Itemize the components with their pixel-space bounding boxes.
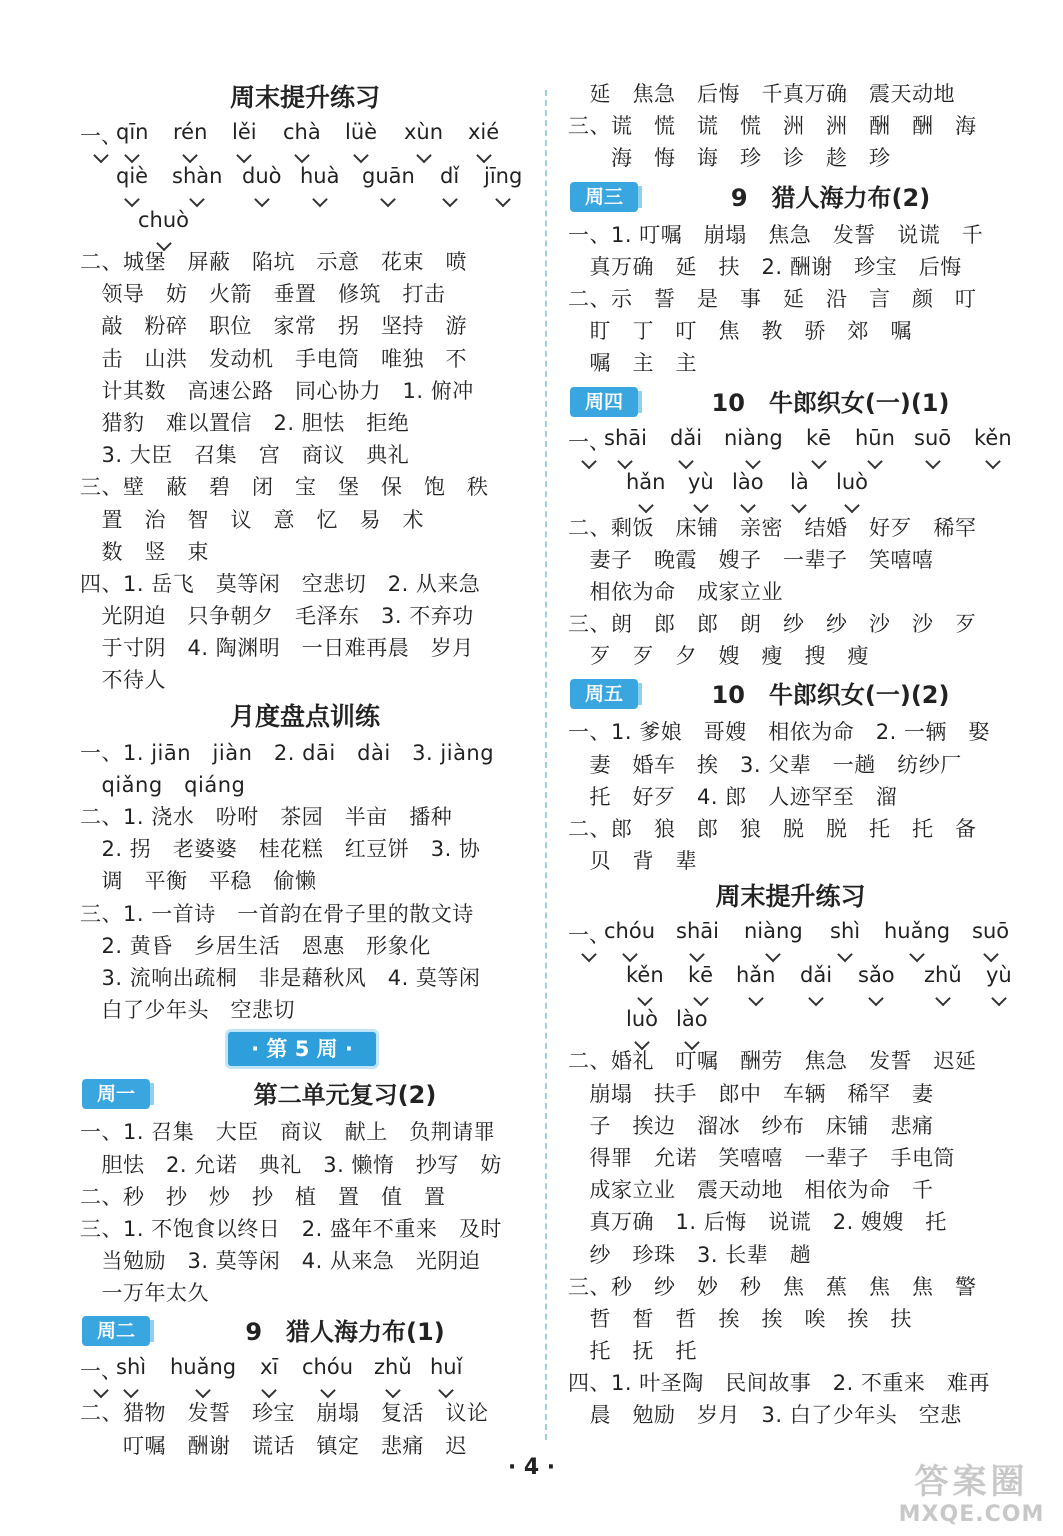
answer-line: 二、1. 浇水 吩咐 茶园 半亩 播种	[80, 805, 453, 829]
pinyin-item: sǎo	[858, 963, 895, 988]
answer-line: 计其数 高速公路 同心协力 1. 俯冲	[80, 378, 474, 403]
pinyin-item: niàng	[744, 919, 803, 944]
answer-line: 真万确 延 扶 2. 酬谢 珍宝 后悔	[568, 254, 962, 279]
day-badge: 周五	[570, 679, 638, 709]
answer-line: 三、谎 慌 谎 慌 洲 洲 酬 酬 海	[568, 114, 977, 139]
section-title-weekend: 周末提升练习	[229, 83, 380, 112]
day-title: 10 牛郎织女(一)(2)	[711, 681, 950, 710]
answer-line: 妻 婚车 挨 3. 父辈 一趟 纺纱厂	[568, 752, 962, 777]
answer-line: 延 焦急 后悔 千真万确 震天动地	[568, 82, 955, 106]
pinyin-row	[80, 1353, 530, 1397]
day-title: 10 牛郎织女(一)(1)	[711, 388, 950, 417]
day-header-thursday	[568, 384, 1013, 422]
pinyin-item: kē	[806, 425, 832, 450]
answer-line: 于寸阴 4. 陶渊明 一日难再晨 岁月	[80, 636, 474, 661]
answer-line: 崩塌 扶手 郎中 车辆 稀罕 妻	[568, 1081, 934, 1106]
pinyin-item: kěn	[974, 425, 1012, 450]
pinyin-item: chóu	[302, 1355, 354, 1380]
answer-line: 相依为命 成家立业	[568, 579, 783, 604]
answer-line: 调 平衡 平稳 偷懒	[80, 869, 317, 894]
pinyin-item: huǐ	[430, 1355, 463, 1380]
day-header-monday	[80, 1076, 530, 1114]
answer-line: 盯 丁 叮 焦 教 骄 郊 嘱	[568, 319, 912, 344]
pinyin-item: dǎi	[800, 963, 833, 988]
pinyin-item: hūn	[855, 425, 895, 450]
answer-line: 二、剩饭 床铺 亲密 结婚 好歹 稀罕	[568, 515, 977, 540]
pinyin-row	[80, 206, 530, 246]
answer-line: 三、朗 郎 郎 朗 纱 纱 沙 沙 歹	[568, 612, 977, 637]
section-title-weekend-2: 周末提升练习	[715, 882, 866, 912]
answer-line: 二、秒 抄 炒 抄 植 置 值 置	[80, 1184, 446, 1209]
pinyin-row	[80, 162, 530, 206]
answer-line: 成家立业 震天动地 相依为命 千	[568, 1178, 934, 1203]
week-banner: · 第 5 周 ·	[228, 1032, 376, 1066]
item-number: 一、	[568, 919, 610, 949]
pinyin-item: lüè	[345, 120, 378, 144]
answer-line: 妻子 晚霞 嫂子 一辈子 笑嘻嘻	[568, 547, 934, 572]
pinyin-item: xùn	[404, 120, 444, 144]
pinyin-item: kē	[688, 963, 714, 988]
watermark-text: 答案圈	[914, 1462, 1029, 1502]
answer-line: 胆怯 2. 允诺 典礼 3. 懒惰 抄写 妨	[80, 1152, 502, 1177]
week-banner-wrap	[80, 1026, 530, 1072]
answer-line: 三、壁 蔽 碧 闭 宝 堡 保 饱 秩	[80, 475, 489, 500]
answer-line: 托 好歹 4. 郎 人迹罕至 溜	[568, 784, 898, 809]
day-title: 9 猎人海力布(1)	[245, 1318, 445, 1347]
pinyin-item: zhǔ	[924, 963, 962, 988]
pinyin-item: dǎi	[670, 425, 703, 450]
answer-line: 托 抚 托	[568, 1339, 697, 1364]
day-badge: 周一	[82, 1079, 150, 1109]
pinyin-item: xī	[260, 1355, 279, 1380]
item-number: 一、	[80, 1355, 122, 1385]
answer-line: 二、郎 狼 郎 狼 脱 脱 托 托 备	[568, 817, 977, 841]
pinyin-item: suō	[914, 425, 952, 450]
section-title-monthly: 月度盘点训练	[229, 701, 380, 731]
day-badge: 周三	[570, 182, 638, 212]
answer-line: 光阴迫 只争朝夕 毛泽东 3. 不弃功	[80, 604, 474, 629]
answer-line: 二、婚礼 叮嘱 酬劳 焦急 发誓 迟延	[568, 1049, 977, 1074]
answer-line: 领导 妨 火箭 垂置 修筑 打击	[80, 282, 446, 307]
answer-line: 2. 拐 老婆婆 桂花糕 红豆饼 3. 协	[80, 837, 481, 862]
watermark-url: MXQE.COM	[898, 1502, 1045, 1527]
answer-line: 四、1. 岳飞 莫等闲 空悲切 2. 从来急	[80, 571, 481, 596]
answer-line: 一、1. 召集 大臣 商议 献上 负荆请罪	[80, 1120, 496, 1145]
pinyin-item: huǎng	[884, 919, 951, 944]
pinyin-item: zhǔ	[374, 1355, 412, 1380]
answer-line: 四、1. 叶圣陶 民间故事 2. 不重来 难再	[568, 1371, 990, 1396]
answer-line: 三、1. 不饱食以终日 2. 盛年不重来 及时	[80, 1216, 502, 1241]
answer-line: 纱 珍珠 3. 长辈 趟	[568, 1242, 812, 1267]
answer-line: 一、1. jiān jiàn 2. dāi dài 3. jiàng	[80, 740, 495, 765]
answer-line: 3. 流响出疏桐 非是藉秋风 4. 莫等闲	[80, 965, 481, 990]
answer-line: 嘱 主 主	[568, 351, 697, 376]
day-badge: 周四	[570, 387, 638, 417]
day-header-tuesday	[80, 1313, 530, 1351]
pinyin-item: suō	[972, 919, 1010, 944]
pinyin-item: lào	[676, 1007, 708, 1032]
answer-line: 二、猎物 发誓 珍宝 崩塌 复活 议论	[80, 1401, 489, 1426]
pinyin-row	[80, 118, 530, 162]
pinyin-row	[568, 424, 1013, 468]
pinyin-item: shì	[830, 919, 861, 944]
pinyin-item: shì	[116, 1355, 147, 1380]
page-number: · 4 ·	[507, 1455, 556, 1480]
pinyin-item: luò	[836, 469, 868, 494]
pinyin-row	[568, 1005, 1013, 1045]
pinyin-item: rén	[173, 120, 208, 144]
answer-line: 真万确 1. 后悔 说谎 2. 嫂嫂 托	[568, 1210, 947, 1235]
answer-line: 白了少年头 空悲切	[80, 998, 295, 1023]
answer-line: 哲 皙 哲 挨 挨 唉 挨 扶	[568, 1306, 912, 1331]
left-column	[80, 78, 530, 1462]
day-header-wednesday	[568, 179, 1013, 217]
pinyin-item: chà	[283, 120, 321, 144]
answer-line: 击 山洪 发动机 手电筒 唯独 不	[80, 346, 467, 371]
answer-line: 当勉励 3. 莫等闲 4. 从来急 光阴迫	[80, 1249, 481, 1274]
pinyin-item: luò	[626, 1007, 658, 1032]
pinyin-item: hǎn	[736, 963, 776, 988]
answer-line: 二、示 誓 是 事 延 沿 言 颜 叮	[568, 286, 977, 311]
pinyin-item: yù	[986, 963, 1012, 988]
answer-line: 海 悔 诲 珍 诊 趁 珍	[568, 146, 891, 171]
pinyin-item: dǐ	[440, 164, 460, 188]
pinyin-item: jīng	[484, 164, 523, 188]
pinyin-item: chuò	[138, 208, 190, 232]
pinyin-item: chóu	[604, 919, 656, 944]
pinyin-item: huǎng	[170, 1355, 237, 1380]
pinyin-item: qīn	[116, 120, 149, 144]
answer-line: 二、城堡 屏蔽 陷坑 示意 花束 喷	[80, 250, 467, 274]
watermark-logo	[884, 1463, 1059, 1535]
pinyin-item: yù	[688, 469, 714, 494]
answer-line: 一、1. 爹娘 哥嫂 相依为命 2. 一辆 娶	[568, 720, 990, 745]
pinyin-item: xié	[468, 120, 500, 144]
day-title: 第二单元复习(2)	[253, 1081, 437, 1110]
pinyin-item: shàn	[172, 164, 223, 188]
answer-line: 叮嘱 酬谢 谎话 镇定 悲痛 迟	[80, 1433, 467, 1458]
answer-line: 贝 背 辈	[568, 849, 697, 874]
pinyin-item: qiè	[116, 164, 149, 188]
answer-line: 歹 歹 夕 嫂 瘦 搜 瘦	[568, 644, 869, 669]
pinyin-item: lěi	[232, 120, 257, 144]
answer-line: 得罪 允诺 笑嘻嘻 一辈子 手电筒	[568, 1145, 955, 1170]
answer-line: 一万年太久	[80, 1281, 209, 1306]
pinyin-item: hǎn	[626, 469, 666, 494]
pinyin-item: duò	[242, 164, 282, 188]
answer-line: 子 挨边 溜冰 纱布 床铺 悲痛	[568, 1113, 934, 1138]
answer-line: qiǎng qiáng	[80, 772, 246, 797]
answer-line: 2. 黄昏 乡居生活 恩惠 形象化	[80, 933, 431, 958]
pinyin-row	[568, 961, 1013, 1005]
pinyin-item: kěn	[626, 963, 664, 988]
pinyin-item: huà	[300, 164, 340, 188]
answer-line: 置 治 智 议 意 忆 易 术	[80, 507, 424, 532]
answer-line: 敲 粉碎 职位 家常 拐 坚持 游	[80, 314, 467, 339]
item-number: 一、	[80, 120, 122, 150]
day-badge: 周二	[82, 1316, 150, 1346]
answer-line: 3. 大臣 召集 宫 商议 典礼	[80, 443, 410, 468]
answer-line: 猎豹 难以置信 2. 胆怯 拒绝	[80, 410, 410, 435]
item-number: 一、	[568, 426, 610, 456]
answer-line: 三、秒 纱 妙 秒 焦 蕉 焦 焦 警	[568, 1274, 977, 1299]
pinyin-item: lào	[732, 469, 764, 494]
answer-line: 数 竖 束	[80, 539, 209, 564]
pinyin-item: niàng	[724, 425, 783, 450]
day-title: 9 猎人海力布(2)	[730, 183, 931, 212]
pinyin-row	[568, 468, 1013, 512]
day-header-friday	[568, 676, 1013, 714]
answer-line: 晨 勉励 岁月 3. 白了少年头 空悲	[568, 1403, 962, 1428]
answer-line: 三、1. 一首诗 一首韵在骨子里的散文诗	[80, 901, 474, 926]
answer-line: 不待人	[80, 668, 166, 693]
right-column	[568, 78, 1013, 1432]
pinyin-item: là	[790, 469, 809, 494]
pinyin-item: shāi	[604, 425, 647, 450]
answer-line: 一、1. 叮嘱 崩塌 焦急 发誓 说谎 千	[568, 222, 984, 247]
pinyin-item: shāi	[676, 919, 719, 944]
column-divider	[545, 90, 547, 1440]
pinyin-item: guān	[362, 164, 415, 188]
pinyin-row	[568, 917, 1013, 961]
